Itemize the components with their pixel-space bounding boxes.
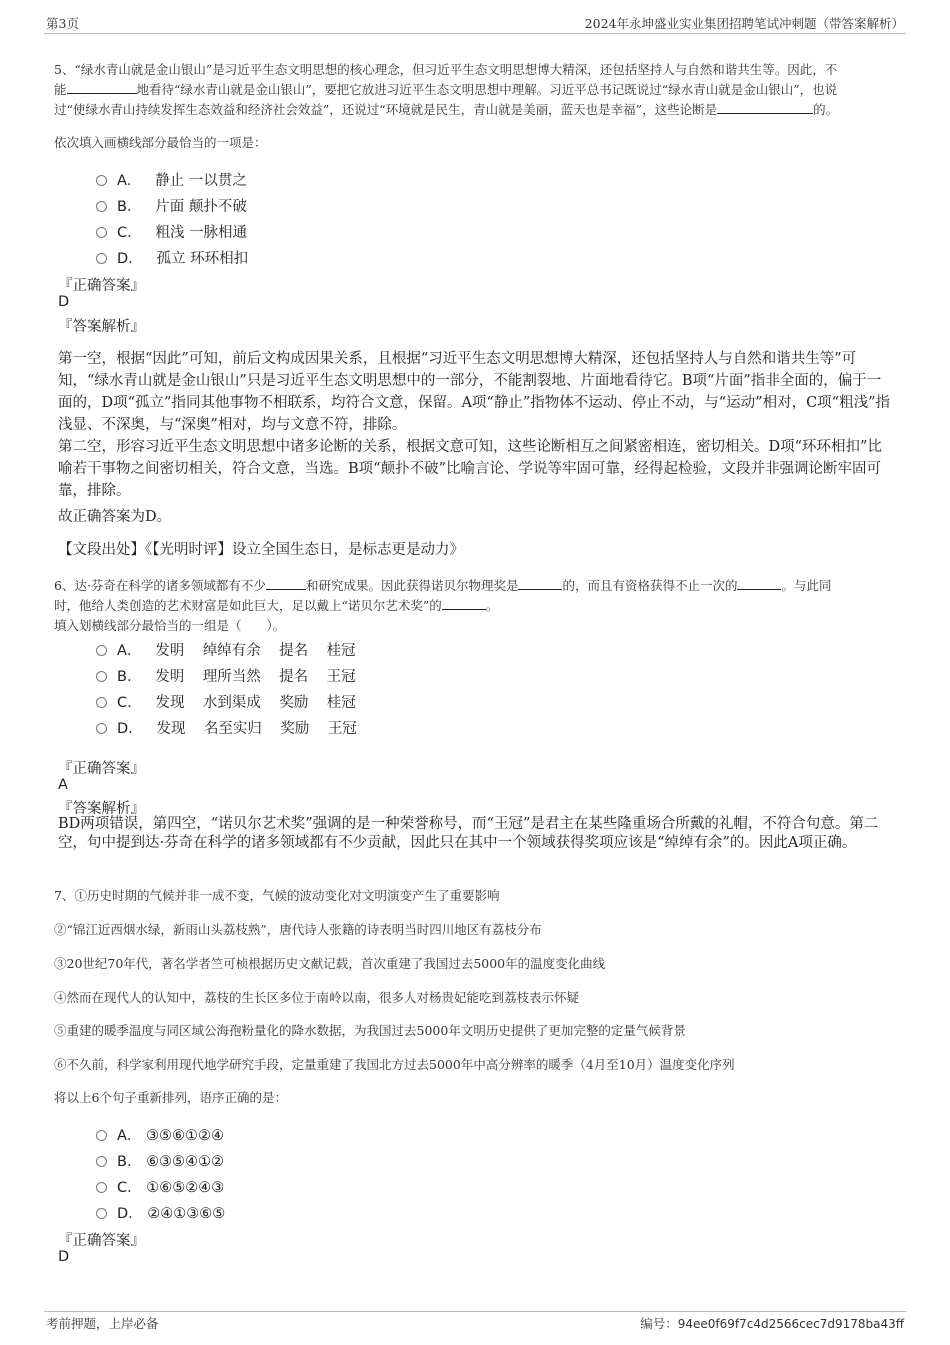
- q6-stem-line2: 时，他给人类创造的艺术财富是如此巨大，足以戴上“诺贝尔艺术奖”的 。: [54, 598, 499, 613]
- q5-analysis-label: 『答案解析』: [58, 319, 145, 335]
- q7-answer: D: [58, 1249, 70, 1265]
- q7-option-c[interactable]: C． ①⑥⑤②④③: [96, 1176, 224, 1197]
- q5-prompt: 依次填入画横线部分最恰当的一项是：: [54, 135, 267, 150]
- radio-icon[interactable]: [96, 1208, 107, 1219]
- q7-sentence-4: ④然而在现代人的认知中，荔枝的生长区多位于南岭以南，很多人对杨贵妃能吃到荔枝表示怀疑: [54, 990, 580, 1005]
- q7-option-a[interactable]: A． ③⑤⑥①②④: [96, 1124, 224, 1145]
- footer-divider: [44, 1311, 906, 1312]
- radio-icon[interactable]: [96, 723, 107, 734]
- q7-sentence-5: ⑤重建的暖季温度与同区域公海孢粉量化的降水数据，为我国过去5000年文明历史提供了更加完整的定量气候背景: [54, 1023, 686, 1038]
- q5-stem-line1: 5、“绿水青山就是金山银山”是习近平生态文明思想的核心理念，但习近平生态文明思想博大精深，还包括坚持人与自然和谐共生等。因此，不: [54, 62, 838, 77]
- q7-sentence-2: ②“锦江近西烟水绿，新雨山头荔枝熟”，唐代诗人张籍的诗表明当时四川地区有荔枝分布: [54, 922, 542, 937]
- q7-option-b[interactable]: B． ⑥③⑤④①②: [96, 1150, 224, 1171]
- q7-sentence-3: ③20世纪70年代，著名学者竺可桢根据历史文献记载，首次重建了我国过去5000年的温度变化曲线: [54, 956, 606, 971]
- q7-option-d[interactable]: D． ②④①③⑥⑤: [96, 1202, 225, 1223]
- q6-analysis-label: 『答案解析』: [58, 801, 145, 817]
- q5-answer: D: [58, 294, 70, 310]
- q6-answer: A: [58, 777, 68, 793]
- radio-icon[interactable]: [96, 1156, 107, 1167]
- q5-blank-2: [717, 101, 813, 114]
- radio-icon[interactable]: [96, 201, 107, 212]
- q6-option-c[interactable]: C． 发现 水到渠成 奖励 桂冠: [96, 691, 356, 712]
- radio-icon[interactable]: [96, 175, 107, 186]
- q6-blank-4: [442, 597, 486, 610]
- page-number: 第3页: [46, 16, 79, 31]
- footer-slogan: 考前押题，上岸必备: [46, 1316, 159, 1331]
- q5-option-d[interactable]: D． 孤立 环环相扣: [96, 247, 248, 268]
- q5-analysis-p2: 第二空，形容习近平生态文明思想中诸多论断的关系，根据文意可知，这些论断相互之间紧密相连，密切相关。D项“环环相扣”比喻若干事物之间密切相关，符合文意，当选。B项“颠扑不破”比喻言论、学说等牢固可靠，经得起检验，文段并非强调论断牢固可靠，排除。: [58, 439, 882, 499]
- q5-source: 【文段出处】《【光明时评】设立全国生态日，是标志更是动力》: [58, 542, 464, 558]
- q5-option-c[interactable]: C． 粗浅 一脉相通: [96, 221, 247, 242]
- q6-option-d[interactable]: D． 发现 名至实归 奖励 王冠: [96, 717, 357, 738]
- radio-icon[interactable]: [96, 1182, 107, 1193]
- radio-icon[interactable]: [96, 671, 107, 682]
- q5-answer-label: 『正确答案』: [58, 278, 145, 294]
- radio-icon[interactable]: [96, 645, 107, 656]
- q6-answer-label: 『正确答案』: [58, 761, 145, 777]
- q7-prompt: 将以上6个句子重新排列，语序正确的是：: [54, 1090, 287, 1105]
- header-divider: [44, 33, 906, 34]
- q5-stem-line2: 能 地看待“绿水青山就是金山银山”，要把它放进习近平生态文明思想中理解。习近平总书记既说过“绿水青山就是金山银山”，也说: [54, 82, 838, 97]
- q5-option-b[interactable]: B． 片面 颠扑不破: [96, 195, 247, 216]
- radio-icon[interactable]: [96, 697, 107, 708]
- q5-blank-1: [67, 81, 137, 94]
- q6-blank-2: [518, 577, 562, 590]
- radio-icon[interactable]: [96, 227, 107, 238]
- radio-icon[interactable]: [96, 1130, 107, 1141]
- document-title: 2024年永坤盛业实业集团招聘笔试冲刺题（带答案解析）: [584, 16, 904, 31]
- q7-sentence-1: 7、①历史时期的气候并非一成不变，气候的波动变化对文明演变产生了重要影响: [54, 888, 500, 903]
- q7-answer-label: 『正确答案』: [58, 1233, 145, 1249]
- q6-analysis: BD两项错误，第四空，“诺贝尔艺术奖”强调的是一种荣誉称号，而“王冠”是君主在某些隆重场合所戴的礼帽，不符合句意。第二空，句中提到达·芬奇在科学的诸多领域都有不少贡献，因此只在其中一个领域获得奖项应该是“绰绰有余”的。因此A项正确。: [58, 816, 879, 851]
- q6-option-b[interactable]: B． 发明 理所当然 提名 王冠: [96, 665, 356, 686]
- q5-analysis-p1: 第一空，根据“因此”可知，前后文构成因果关系，且根据“习近平生态文明思想博大精深，还包括坚持人与自然和谐共生等”可知，“绿水青山就是金山银山”只是习近平生态文明思想中的一部分，不能割裂地、片面地看待它。B项“片面”指非全面的，偏于一面的，D项“孤立”指同其他事物不相联系，均符合文意，保留。A项“静止”指物体不运动、停止不动，与“运动”相对，C项“粗浅”指浅显、不深奥，与“深奥”相对，均与文意不符，排除。: [58, 351, 890, 433]
- q6-option-a[interactable]: A． 发明 绰绰有余 提名 桂冠: [96, 639, 356, 660]
- radio-icon[interactable]: [96, 253, 107, 264]
- q5-option-a[interactable]: A． 静止 一以贯之: [96, 169, 247, 190]
- q5-analysis-conclusion: 故正确答案为D。: [58, 509, 172, 525]
- q6-blank-1: [266, 577, 306, 590]
- q6-prompt: 填入划横线部分最恰当的一组是（ ）。: [54, 618, 286, 633]
- q6-stem-line1: 6、达·芬奇在科学的诸多领域都有不少 和研究成果。因此获得诺贝尔物理奖是 的，而且有资格获得不止一次的 。与此同: [54, 578, 832, 593]
- q6-blank-3: [737, 577, 781, 590]
- q7-sentence-6: ⑥不久前，科学家利用现代地学研究手段，定量重建了我国北方过去5000年中高分辨率的暖季（4月至10月）温度变化序列: [54, 1057, 735, 1072]
- q5-stem-line3: 过“使绿水青山持续发挥生态效益和经济社会效益”，还说过“环境就是民生，青山就是美丽，蓝天也是幸福”，这些论断是 的。: [54, 102, 839, 117]
- footer-code: 编号：94ee0f69f7c4d2566cec7d9178ba43ff: [640, 1316, 904, 1331]
